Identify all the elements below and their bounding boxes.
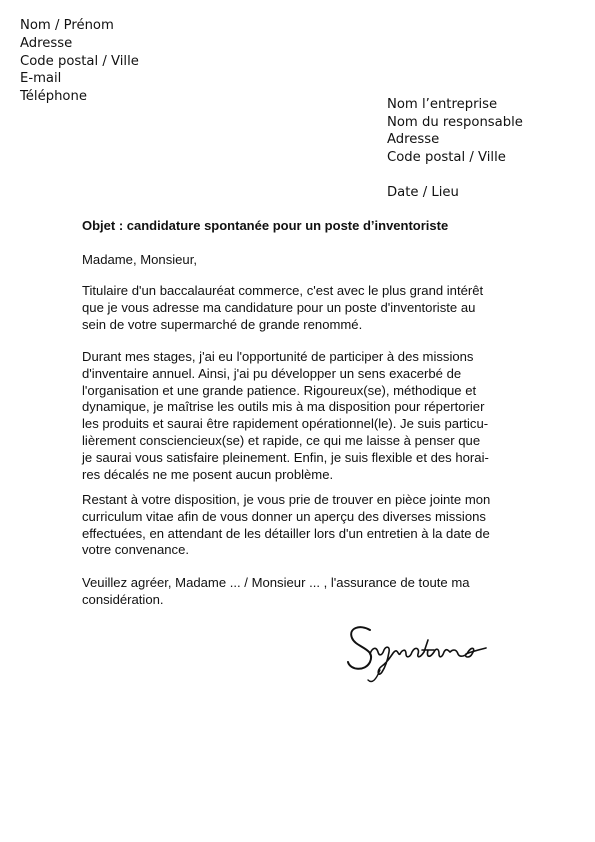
sender-name: Nom / Prénom (20, 18, 114, 33)
date-place: Date / Lieu (387, 185, 459, 200)
closing-line: Veuillez agréer, Madame ... / Monsieur ... , l'assurance de toute ma (82, 575, 470, 590)
paragraph-2 (82, 349, 518, 483)
sender-block (20, 17, 139, 106)
recipient-address: Adresse (387, 132, 440, 148)
paragraph-2-line: lièrement consciencieux(se) et rapide, ce qui me laisse à penser que (82, 432, 481, 448)
salutation: Madame, Monsieur, (82, 252, 197, 267)
paragraph-2-line: dynamique, je maîtrise les outils mis à ma disposition pour répertorier (82, 399, 485, 415)
paragraph-3-line: effectuées, en attendant de les détailler lors d'un entretien à la date de (82, 525, 490, 541)
paragraph-2-line: les produits et saurai être rapidement opérationnel(le). Je suis particu- (82, 416, 489, 432)
sender-address: Adresse (20, 35, 73, 51)
paragraph-3-line: curriculum vitae afin de vous donner un aperçu des diverses missions (82, 508, 486, 524)
sender-postal-city: Code postal / Ville (20, 53, 139, 69)
paragraph-1-line: Titulaire d'un baccalauréat commerce, c'est avec le plus grand intérêt (82, 283, 484, 298)
paragraph-3-line: votre convenance. (82, 542, 190, 558)
paragraph-2-line: l'organisation et une grande patience. Rigoureux(se), méthodique et (82, 382, 477, 398)
paragraph-1 (82, 283, 518, 333)
paragraph-2-line: je saurai vous satisfaire pleinement. Enfin, je suis flexible et des horai- (82, 449, 489, 465)
recipient-postal-city: Code postal / Ville (387, 149, 506, 165)
recipient-block (387, 96, 523, 166)
recipient-company: Nom l’entreprise (387, 97, 498, 112)
paragraph-1-line: que je vous adresse ma candidature pour un poste d'inventoriste au (82, 299, 476, 315)
closing-paragraph (82, 575, 518, 609)
paragraph-2-line: d'inventaire annuel. Ainsi, j'ai pu développer un sens exacerbé de (82, 365, 462, 381)
paragraph-2-line: res décalés ne me posent aucun problème. (82, 466, 334, 482)
handwritten-signature (340, 610, 490, 690)
letter-subject: Objet : candidature spontanée pour un poste d’inventoriste (82, 218, 449, 233)
recipient-manager: Nom du responsable (387, 114, 523, 130)
paragraph-3 (82, 492, 518, 559)
closing-line: considération. (82, 591, 164, 607)
paragraph-3-line: Restant à votre disposition, je vous prie de trouver en pièce jointe mon (82, 492, 491, 507)
paragraph-1-line: sein de votre supermarché de grande renommé. (82, 316, 363, 332)
paragraph-2-line: Durant mes stages, j'ai eu l'opportunité de participer à des missions (82, 349, 474, 364)
sender-phone: Téléphone (20, 89, 87, 105)
sender-email: E-mail (20, 71, 62, 87)
